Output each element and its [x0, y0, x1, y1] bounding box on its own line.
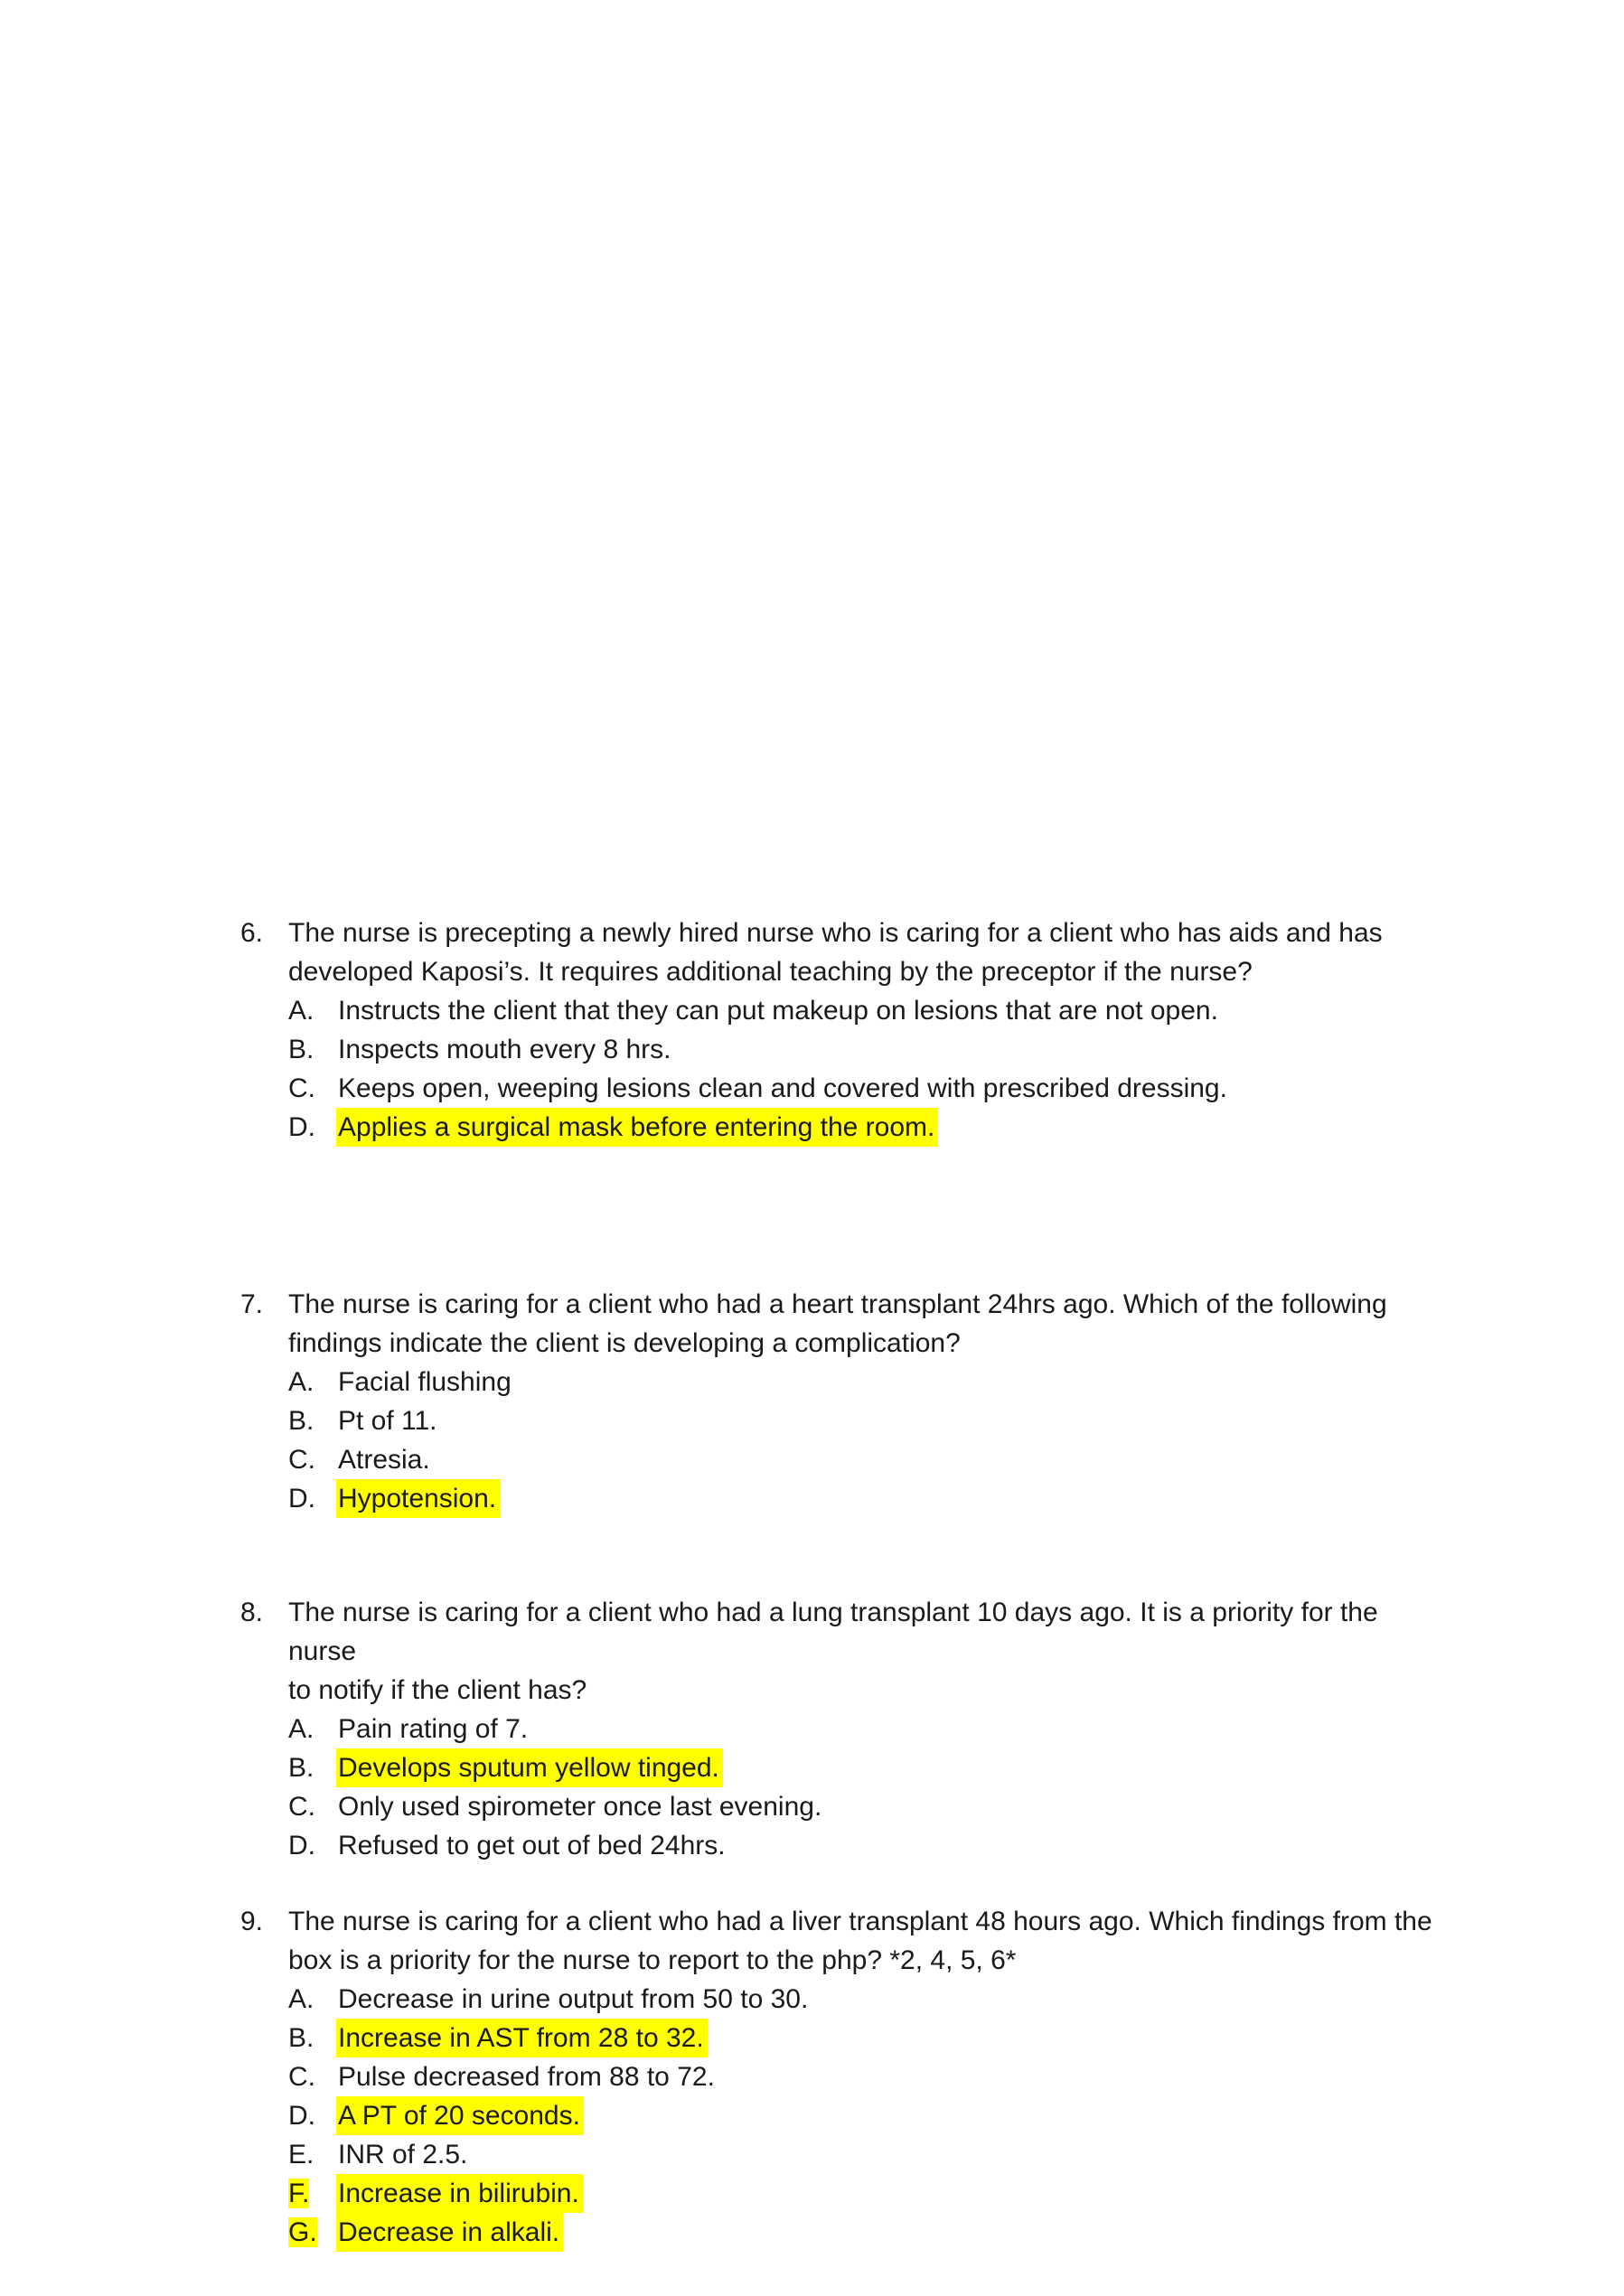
question-stem-line: The nurse is caring for a client who had a lung transplant 10 days ago. It is a priority for the nurse [288, 1598, 1378, 1666]
question-stem-line: The nurse is caring for a client who had a liver transplant 48 hours ago. Which findings from the [288, 1907, 1432, 1936]
question-stem-line: The nurse is precepting a newly hired nurse who is caring for a client who has aids and has [288, 918, 1383, 948]
option-letter [288, 1826, 338, 1865]
question-stem-line: to notify if the client has? [288, 1675, 587, 1705]
option-letter-text: F. [288, 2179, 310, 2208]
option-text: Decrease in urine output from 50 to 30. [338, 1984, 809, 2014]
option-letter [288, 2019, 338, 2057]
answer-option [288, 1108, 1442, 1147]
option-letter-text: E. [288, 2140, 314, 2169]
question-number: 7. [240, 1289, 264, 1319]
option-letter [288, 1069, 338, 1108]
option-text: Only used spirometer once last evening. [338, 1792, 822, 1822]
option-text: Pulse decreased from 88 to 72. [338, 2062, 715, 2092]
answer-option [288, 1748, 1442, 1787]
highlighted-answer-text: A PT of 20 seconds. [336, 2096, 584, 2135]
answer-options [288, 1980, 1442, 2252]
option-letter-text: A. [288, 1984, 314, 2014]
option-text: Facial flushing [338, 1367, 512, 1397]
option-letter [288, 1787, 338, 1826]
option-letter-text: D. [288, 2101, 315, 2131]
option-letter [288, 1479, 338, 1518]
option-letter [288, 2213, 338, 2252]
question-7 [240, 1285, 1442, 1518]
option-text: Instructs the client that they can put makeup on lesions that are not open. [338, 996, 1218, 1026]
question-number: 6. [240, 918, 264, 948]
highlighted-answer-text: Increase in AST from 28 to 32. [336, 2019, 708, 2057]
option-letter [288, 1748, 338, 1787]
option-letter-text: C. [288, 2062, 315, 2092]
answer-option [288, 1069, 1442, 1108]
highlighted-answer-text: Decrease in alkali. [336, 2213, 563, 2252]
option-letter-text: C. [288, 1792, 315, 1822]
option-letter-text: A. [288, 1367, 314, 1397]
answer-option [288, 2213, 1442, 2252]
option-letter [288, 1980, 338, 2019]
answer-option [288, 1363, 1442, 1401]
option-text: Pain rating of 7. [338, 1714, 529, 1744]
answer-option [288, 2019, 1442, 2057]
question-8 [240, 1593, 1442, 1865]
option-letter-text: B. [288, 1035, 314, 1064]
question-stem-line: box is a priority for the nurse to report to the php? *2, 4, 5, 6* [288, 1945, 1017, 1975]
option-letter [288, 2174, 338, 2213]
answer-option [288, 1030, 1442, 1069]
option-letter [288, 2135, 338, 2174]
option-text: Inspects mouth every 8 hrs. [338, 1035, 671, 1064]
answer-options [288, 1710, 1442, 1865]
answer-options [288, 991, 1442, 1147]
option-letter-text: G. [288, 2217, 317, 2247]
option-letter [288, 2057, 338, 2096]
option-text: INR of 2.5. [338, 2140, 468, 2169]
option-letter-text: B. [288, 1753, 314, 1783]
option-letter-text: C. [288, 1445, 315, 1475]
option-letter-text: B. [288, 2023, 314, 2053]
option-letter [288, 1363, 338, 1401]
option-letter-text: D. [288, 1831, 315, 1860]
option-letter [288, 1401, 338, 1440]
answer-option [288, 2174, 1442, 2213]
option-letter-text: D. [288, 1112, 315, 1142]
option-letter-text: A. [288, 1714, 314, 1744]
option-text: Pt of 11. [338, 1406, 437, 1436]
question-stem-line: The nurse is caring for a client who had a heart transplant 24hrs ago. Which of the following [288, 1289, 1387, 1319]
option-letter-text: B. [288, 1406, 314, 1436]
option-text: Keeps open, weeping lesions clean and covered with prescribed dressing. [338, 1073, 1227, 1103]
option-letter [288, 1030, 338, 1069]
highlighted-answer-text: Hypotension. [336, 1479, 500, 1518]
answer-option [288, 1401, 1442, 1440]
question-6 [240, 914, 1442, 1147]
answer-option [288, 1980, 1442, 2019]
question-stem [288, 1593, 1442, 1710]
answer-option [288, 1479, 1442, 1518]
answer-option [288, 2096, 1442, 2135]
option-letter [288, 1440, 338, 1479]
option-letter-text: C. [288, 1073, 315, 1103]
answer-option [288, 1826, 1442, 1865]
answer-option [288, 2057, 1442, 2096]
option-letter [288, 1710, 338, 1748]
question-stem [288, 1285, 1442, 1363]
answer-option [288, 991, 1442, 1030]
option-letter-text: D. [288, 1484, 315, 1513]
option-text: Refused to get out of bed 24hrs. [338, 1831, 726, 1860]
option-text: Atresia. [338, 1445, 430, 1475]
option-letter [288, 991, 338, 1030]
question-number: 8. [240, 1598, 264, 1627]
answer-option [288, 1787, 1442, 1826]
highlighted-answer-text: Applies a surgical mask before entering the room. [336, 1108, 938, 1147]
question-stem [288, 1902, 1442, 1980]
question-stem [288, 914, 1442, 991]
option-letter [288, 2096, 338, 2135]
answer-option [288, 2135, 1442, 2174]
answer-option [288, 1440, 1442, 1479]
question-9 [240, 1902, 1442, 2252]
answer-options [288, 1363, 1442, 1518]
option-letter-text: A. [288, 996, 314, 1026]
question-number: 9. [240, 1907, 264, 1936]
question-stem-line: findings indicate the client is developing a complication? [288, 1328, 961, 1358]
question-stem-line: developed Kaposi’s. It requires additional teaching by the preceptor if the nurse? [288, 957, 1253, 987]
answer-option [288, 1710, 1442, 1748]
highlighted-answer-text: Increase in bilirubin. [336, 2174, 583, 2213]
option-letter [288, 1108, 338, 1147]
highlighted-answer-text: Develops sputum yellow tinged. [336, 1748, 723, 1787]
